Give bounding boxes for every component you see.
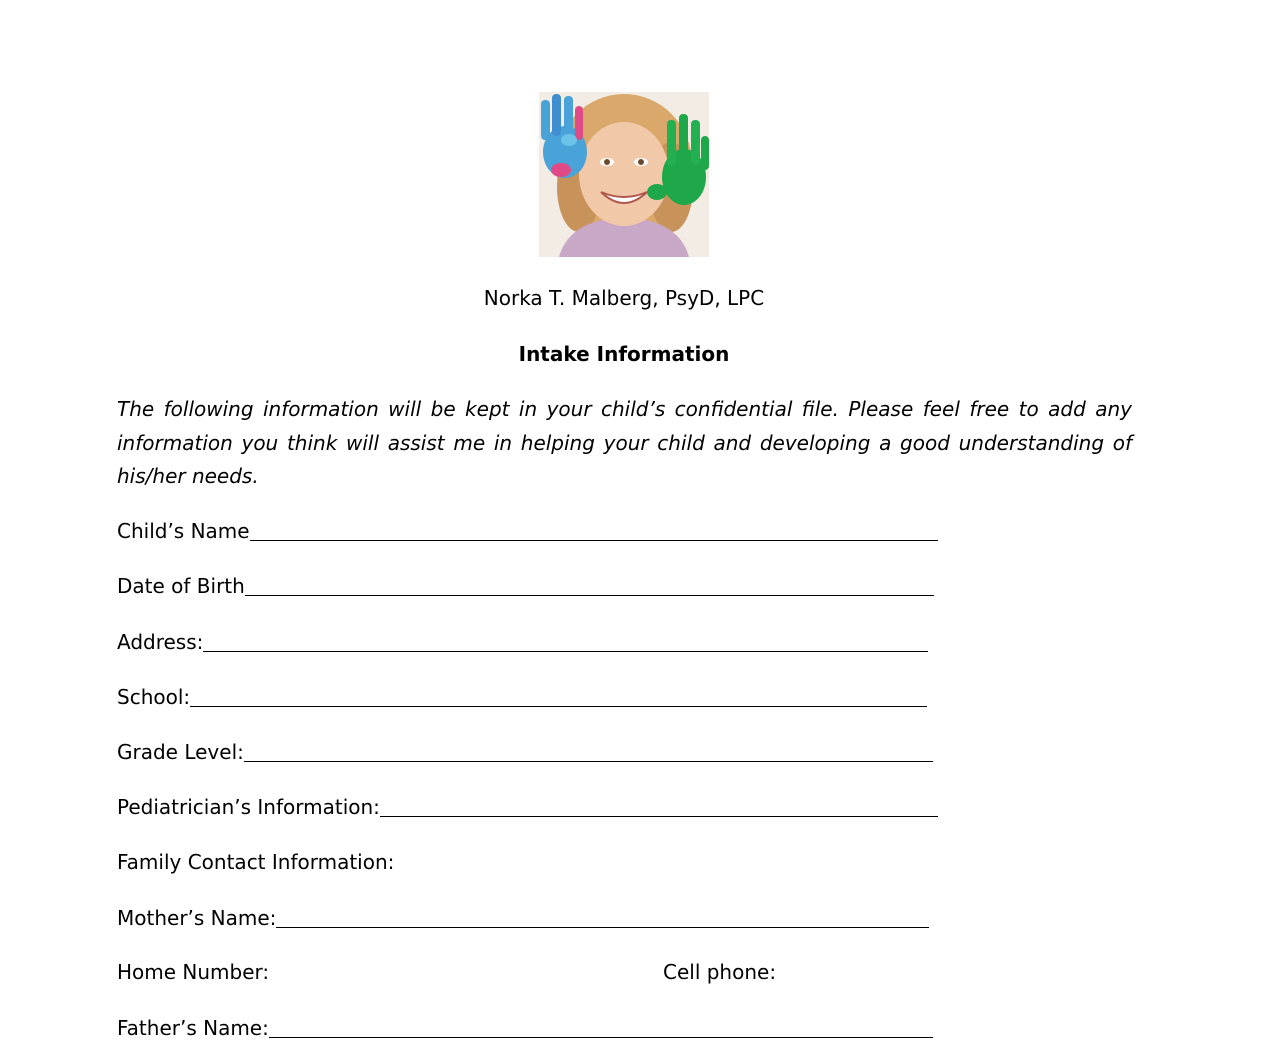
child-name-line[interactable]: [250, 516, 938, 541]
intro-paragraph: The following information will be kept in your child’s confidential file. Please feel free to add any information you think will assist me in helping your child and developing a good understanding of his/her needs.: [117, 397, 1132, 488]
family-contact-heading: Family Contact Information:: [117, 850, 395, 874]
mother-name-line[interactable]: [276, 903, 929, 928]
grade-level-line[interactable]: [244, 737, 933, 762]
date-of-birth-field[interactable]: [117, 570, 934, 600]
date-of-birth-label: Date of Birth: [117, 574, 245, 598]
mother-name-label: Mother’s Name:: [117, 906, 277, 930]
cell-phone-label: Cell phone:: [663, 960, 777, 984]
pediatrician-field[interactable]: [117, 791, 938, 821]
grade-level-field[interactable]: [117, 736, 933, 766]
mother-name-field[interactable]: [117, 902, 929, 932]
pediatrician-label: Pediatrician’s Information:: [117, 795, 380, 819]
home-number-label: Home Number:: [117, 960, 270, 984]
grade-level-label: Grade Level:: [117, 740, 244, 764]
father-name-field[interactable]: [117, 1012, 933, 1042]
father-name-label: Father’s Name:: [117, 1016, 269, 1040]
father-name-line[interactable]: [269, 1013, 933, 1038]
school-field[interactable]: [117, 681, 927, 711]
address-field[interactable]: [117, 626, 928, 656]
author-name: Norka T. Malberg, PsyD, LPC: [483, 286, 765, 310]
address-line[interactable]: [203, 627, 928, 652]
date-of-birth-line[interactable]: [245, 571, 934, 596]
child-photo: [539, 92, 709, 257]
school-line[interactable]: [190, 682, 927, 707]
form-title: Intake Information: [518, 342, 730, 366]
child-name-field[interactable]: [117, 515, 938, 545]
school-label: School:: [117, 685, 191, 709]
pediatrician-line[interactable]: [380, 792, 938, 817]
child-name-label: Child’s Name: [117, 519, 250, 543]
address-label: Address:: [117, 630, 204, 654]
